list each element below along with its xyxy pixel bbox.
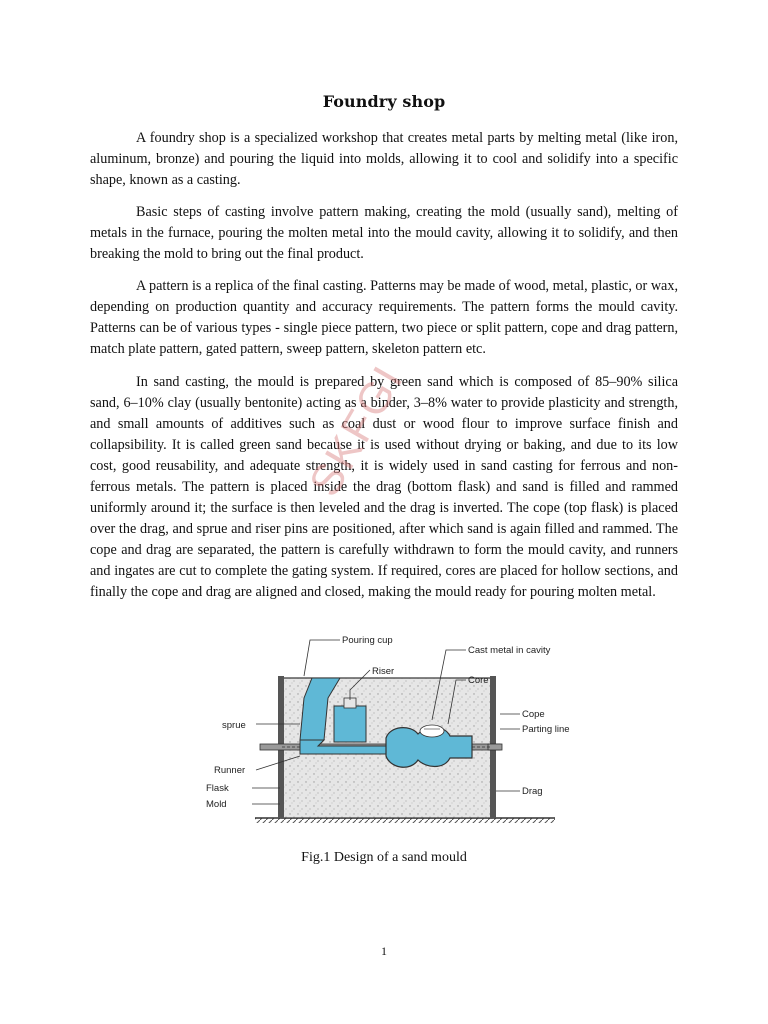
core-shape [420,725,444,737]
label-core: Core [468,675,489,686]
label-parting-line: Parting line [522,724,570,735]
label-runner: Runner [214,765,246,776]
parting-flange-right [488,744,502,750]
label-pouring-cup: Pouring cup [342,635,393,646]
page-number: 1 [381,944,387,958]
paragraph-foundry-definition: A foundry shop is a specialized workshop that creates metal parts by melting metal (like iron, aluminum, bronze) and pouring the liquid into molds, allowing it to cool and solidify into a specific shape, known as a casting. [90,130,678,188]
page-title: Foundry shop [322,92,446,111]
sand-mould-figure [200,628,572,838]
paragraph-sand-casting: In sand casting, the mould is prepared by green sand which is composed of 85–90% silica sand, 6–10% clay (usually bentonite) acting as a binder, 3–8% water to provide plasticity and strength, and small amounts of additives such as coal dust or wood flour to improve surface finish and collapsibility. It is called green sand because it is used without drying or baking, and due to its low cost, good reusability, and adequate strength, it is widely used in sand casting for ferrous and non-ferrous metals. The pattern is placed inside the drag (bottom flask) and sand is filled and rammed uniformly around it; the surface is then leveled and the drag is inverted. The cope (top flask) is placed over the drag, and sprue and riser pins are positioned, after which sand is again filled and rammed. The cope and drag are separated, the pattern is carefully withdrawn to form the mould cavity, and runners and ingates are cut to complete the gating system. If required, cores are placed for hollow sections, and finally the cope and drag are aligned and closed, making the mould ready for pouring molten metal. [90,374,678,600]
watermark: SKFGI [300,356,414,505]
paragraph-casting-steps: Basic steps of casting involve pattern making, creating the mold (usually sand), melting of metals in the furnace, pouring the molten metal into the mould cavity, allowing it to solidify, and then breaking the mold to bring out the final product. [90,204,678,262]
label-riser: Riser [372,666,395,677]
label-mold: Mold [206,799,227,810]
label-flask: Flask [206,783,229,794]
label-sprue: sprue [222,720,246,731]
paragraph-pattern: A pattern is a replica of the final casting. Patterns may be made of wood, metal, plastic, or wax, depending on production quantity and accuracy requirements. The pattern forms the mould cavity. Patterns can be of various types - single piece pattern, two piece or split pattern, cope and drag pattern, match plate pattern, gated pattern, sweep pattern, skeleton pattern etc. [90,278,678,357]
sand-mould-diagram [200,628,572,838]
riser-block [334,706,366,742]
figure-caption: Fig.1 Design of a sand mould [301,850,467,865]
label-drag: Drag [522,786,543,797]
label-cope: Cope [522,709,545,720]
label-cast-metal: Cast metal in cavity [468,645,551,656]
